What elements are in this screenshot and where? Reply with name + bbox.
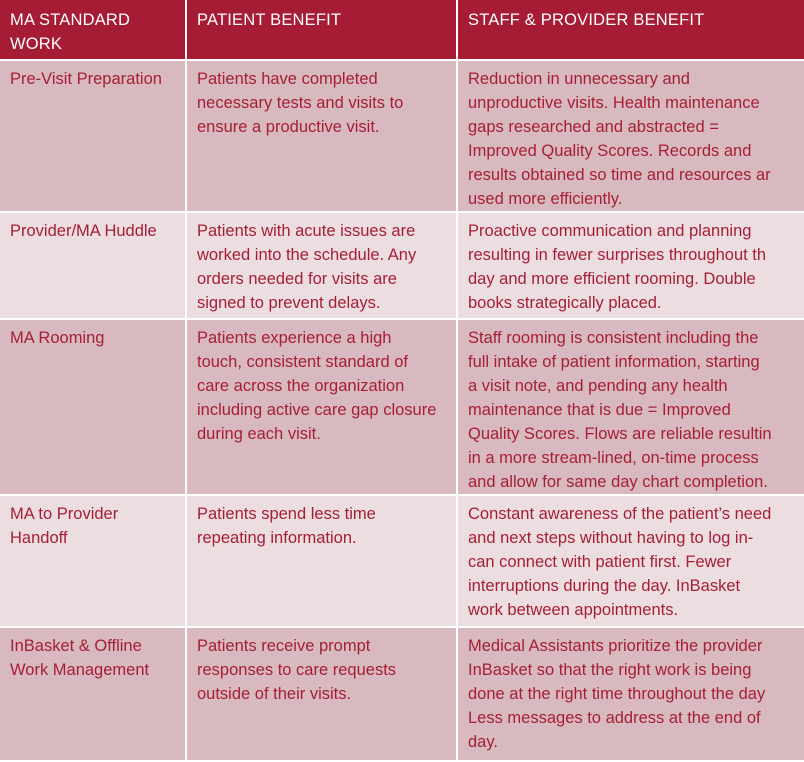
- cell-text-line: necessary tests and visits to: [197, 94, 404, 112]
- cell-text-line: WORK: [10, 35, 63, 53]
- cell-text-line: MA STANDARD: [10, 11, 131, 29]
- cell-text-line: outside of their visits.: [197, 685, 352, 703]
- cell-text-line: interruptions during the day. InBasket: [468, 577, 741, 595]
- cell-text-line: unproductive visits. Health maintenance: [468, 94, 760, 112]
- cell-text-line: Reduction in unnecessary and: [468, 70, 690, 88]
- cell-text-line: and next steps without having to log in-: [468, 529, 754, 547]
- cell-text-line: Medical Assistants prioritize the provider: [468, 637, 763, 655]
- cell-text-line: during each visit.: [197, 425, 321, 443]
- header-cell-patient-benefit: [187, 0, 458, 61]
- cell-text-line: care across the organization: [197, 377, 405, 395]
- cell-text-line: day and more efficient rooming. Double: [468, 270, 756, 288]
- cell-text-line: orders needed for visits are: [197, 270, 397, 288]
- cell-text-line: Proactive communication and planning: [468, 222, 752, 240]
- cell-text-line: Patients receive prompt: [197, 637, 371, 655]
- cell-text-line: responses to care requests: [197, 661, 397, 679]
- table-cell-patient-benefit: [187, 61, 458, 213]
- cell-text-line: ensure a productive visit.: [197, 118, 380, 136]
- table-cell-patient-benefit: [187, 628, 458, 762]
- cell-text-line: MA to Provider: [10, 505, 119, 523]
- table-cell-patient-benefit: [187, 496, 458, 628]
- cell-text-line: gaps researched and abstracted =: [468, 118, 719, 136]
- table-cell-staff-benefit: [458, 496, 804, 628]
- cell-text-line: results obtained so time and resources ar: [468, 166, 771, 184]
- cell-text-line: full intake of patient information, starting: [468, 353, 760, 371]
- table-cell-staff-benefit: [458, 320, 804, 496]
- cell-text-line: Provider/MA Huddle: [10, 222, 157, 240]
- table-cell-standard-work: [0, 320, 187, 496]
- cell-text-line: in a more stream-lined, on-time process: [468, 449, 759, 467]
- cell-text-line: Quality Scores. Flows are reliable resultin: [468, 425, 772, 443]
- cell-text-line: Less messages to address at the end of: [468, 709, 761, 727]
- cell-text-line: InBasket & Offline: [10, 637, 142, 655]
- table-cell-staff-benefit: [458, 628, 804, 762]
- table-cell-standard-work: [0, 496, 187, 628]
- cell-text-line: used more efficiently.: [468, 190, 623, 208]
- cell-text-line: day.: [468, 733, 498, 751]
- cell-text-line: Pre-Visit Preparation: [10, 70, 162, 88]
- table-cell-standard-work: [0, 628, 187, 762]
- cell-text-line: touch, consistent standard of: [197, 353, 408, 371]
- cell-text-line: Handoff: [10, 529, 68, 547]
- cell-text-line: InBasket so that the right work is being: [468, 661, 752, 679]
- cell-text-line: Patients have completed: [197, 70, 378, 88]
- cell-text-line: Patients spend less time: [197, 505, 376, 523]
- cell-text-line: maintenance that is due = Improved: [468, 401, 731, 419]
- cell-text-line: resulting in fewer surprises throughout th: [468, 246, 767, 264]
- cell-text-line: including active care gap closure: [197, 401, 437, 419]
- cell-text-line: PATIENT BENEFIT: [197, 11, 342, 29]
- table-cell-standard-work: [0, 61, 187, 213]
- cell-text-line: done at the right time throughout the day: [468, 685, 766, 703]
- cell-text-line: can connect with patient first. Fewer: [468, 553, 732, 571]
- table-cell-standard-work: [0, 213, 187, 320]
- cell-text-line: MA Rooming: [10, 329, 105, 347]
- header-cell-standard-work: [0, 0, 187, 61]
- cell-text-line: Staff rooming is consistent including the: [468, 329, 759, 347]
- cell-text-line: and allow for same day chart completion.: [468, 473, 768, 491]
- table-cell-staff-benefit: [458, 61, 804, 213]
- cell-text-line: worked into the schedule. Any: [197, 246, 417, 264]
- table-cell-patient-benefit: [187, 213, 458, 320]
- cell-text-line: work between appointments.: [468, 601, 679, 619]
- cell-text-line: books strategically placed.: [468, 294, 662, 312]
- cell-text-line: Patients experience a high: [197, 329, 392, 347]
- cell-text-line: Patients with acute issues are: [197, 222, 416, 240]
- header-cell-staff-benefit: [458, 0, 804, 61]
- cell-text-line: Improved Quality Scores. Records and: [468, 142, 752, 160]
- table-cell-staff-benefit: [458, 213, 804, 320]
- cell-text-line: STAFF & PROVIDER BENEFIT: [468, 11, 705, 29]
- cell-text-line: Work Management: [10, 661, 150, 679]
- cell-text-line: repeating information.: [197, 529, 357, 547]
- table-cell-patient-benefit: [187, 320, 458, 496]
- cell-text-line: signed to prevent delays.: [197, 294, 381, 312]
- cell-text-line: a visit note, and pending any health: [468, 377, 728, 395]
- cell-text-line: Constant awareness of the patient’s need: [468, 505, 772, 523]
